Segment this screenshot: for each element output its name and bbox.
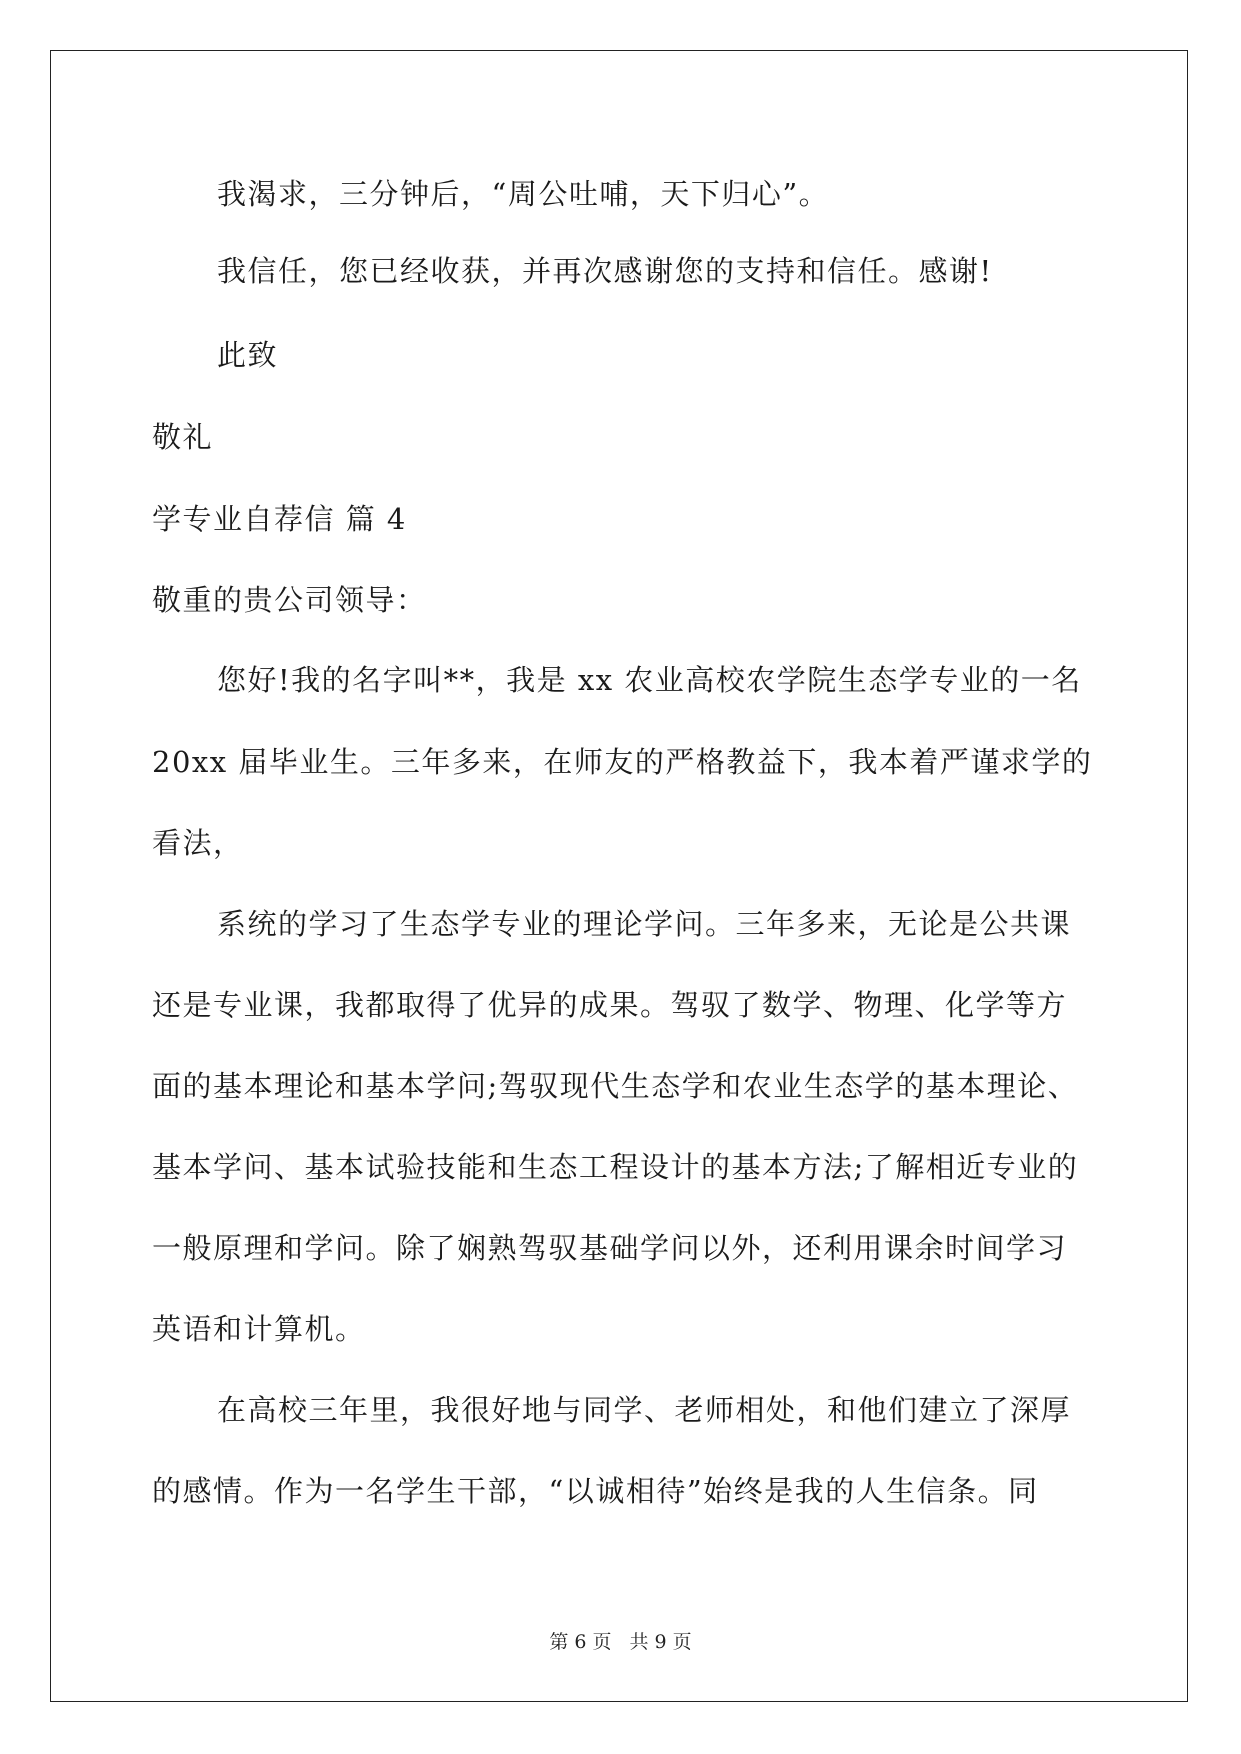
page-border <box>50 50 1188 1702</box>
paragraph-line: 基本学问、基本试验技能和生态工程设计的基本方法;了解相近专业的 <box>152 1150 1079 1184</box>
paragraph-line: 看法， <box>152 826 244 860</box>
paragraph-line: 系统的学习了生态学专业的理论学问。三年多来，无论是公共课 <box>217 907 1072 941</box>
paragraph-line: 还是专业课，我都取得了优异的成果。驾驭了数学、物理、化学等方 <box>152 988 1068 1022</box>
paragraph-line: 面的基本理论和基本学问;驾驭现代生态学和农业生态学的基本理论、 <box>152 1069 1079 1103</box>
section-heading: 学专业自荐信 篇 4 <box>152 502 407 536</box>
paragraph-line: 您好!我的名字叫**，我是 xx 农业高校农学院生态学专业的一名 <box>217 663 1082 697</box>
paragraph-line: 我信任，您已经收获，并再次感谢您的支持和信任。感谢! <box>217 254 993 288</box>
paragraph-line: 的感情。作为一名学生干部，“以诚相待”始终是我的人生信条。同 <box>152 1474 1039 1508</box>
page-total: 共 9 页 <box>629 1631 692 1653</box>
page-footer <box>0 1630 1241 1654</box>
paragraph-line: 20xx 届毕业生。三年多来，在师友的严格教益下，我本着严谨求学的 <box>152 745 1093 779</box>
paragraph-line: 我渴求，三分钟后，“周公吐哺，天下归心”。 <box>217 177 830 211</box>
paragraph-line: 一般原理和学问。除了娴熟驾驭基础学问以外，还利用课余时间学习 <box>152 1231 1068 1265</box>
paragraph-line: 在高校三年里，我很好地与同学、老师相处，和他们建立了深厚 <box>217 1393 1072 1427</box>
greeting-line: 敬重的贵公司领导： <box>152 583 427 617</box>
salutation-line: 敬礼 <box>152 420 214 454</box>
closing-line: 此致 <box>217 338 279 372</box>
page-number: 第 6 页 <box>549 1631 612 1653</box>
paragraph-line: 英语和计算机。 <box>152 1312 366 1346</box>
